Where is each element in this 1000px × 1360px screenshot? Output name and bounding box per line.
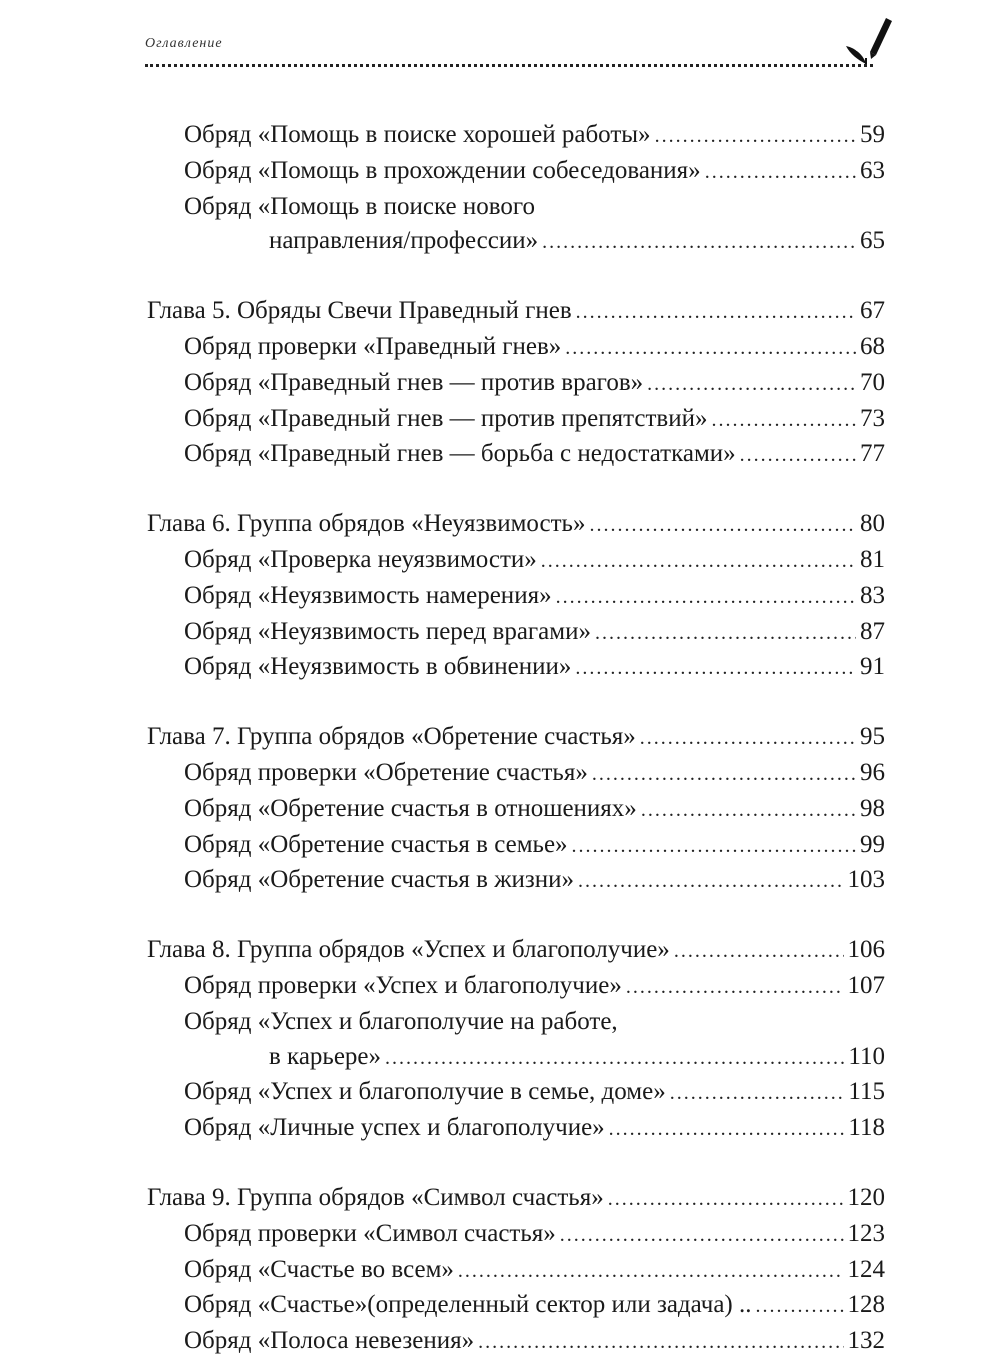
toc-page-number: 77	[860, 440, 885, 468]
toc-entry-title: Глава 8. Группа обрядов «Успех и благополучие»	[147, 936, 670, 964]
toc-dot-leader	[576, 295, 856, 330]
toc-entry[interactable]	[147, 190, 885, 225]
toc-page-number: 124	[847, 1255, 885, 1283]
toc-dot-leader	[478, 1325, 843, 1360]
toc-page-number: 128	[847, 1291, 885, 1319]
toc-dot-leader	[756, 1289, 844, 1324]
toc-entry-title: Глава 5. Обряды Свечи Праведный гнев	[147, 297, 572, 325]
toc-dot-leader	[556, 580, 856, 615]
toc-page-number: 68	[860, 332, 885, 360]
toc-page-number: 63	[860, 156, 885, 184]
toc-page-number: 103	[847, 866, 885, 894]
toc-page-number: 81	[860, 545, 885, 573]
toc-dot-leader	[608, 1182, 844, 1217]
toc-page-number: 87	[860, 617, 885, 645]
toc-entry[interactable]	[147, 828, 885, 864]
toc-entry-title: Обряд «Успех и благополучие на работе,	[184, 1007, 618, 1035]
toc-section	[147, 118, 885, 260]
toc-entry-title: Обряд «Полоса невезения»	[184, 1327, 475, 1355]
toc-page-number: 59	[860, 121, 885, 148]
toc-page-number: 83	[860, 581, 885, 609]
toc-entry-title: Обряд «Обретение счастья в отношениях»	[184, 794, 637, 822]
toc-entry[interactable]	[147, 437, 885, 473]
toc-entry[interactable]	[147, 330, 885, 366]
toc-dot-leader	[740, 438, 856, 473]
toc-page-number: 115	[848, 1078, 885, 1106]
toc-entry-title: Обряд «Неуязвимость в обвинении»	[184, 653, 572, 681]
toc-section	[147, 294, 885, 473]
toc-entry-title: Глава 7. Группа обрядов «Обретение счастья»	[147, 723, 636, 751]
toc-dot-leader	[711, 403, 856, 438]
toc-entry-title: Обряд «Проверка неуязвимости»	[184, 545, 537, 573]
toc-dot-leader	[595, 616, 856, 651]
toc-entry-title: Глава 6. Группа обрядов «Неуязвимость»	[147, 510, 586, 538]
toc-dot-leader	[542, 225, 856, 260]
toc-entry[interactable]	[147, 154, 885, 190]
toc-dot-leader	[670, 1076, 845, 1111]
toc-page-number: 99	[860, 830, 885, 858]
toc-dot-leader	[541, 544, 856, 579]
toc-entry-title: Обряд «Помощь в поиске нового	[184, 192, 535, 220]
toc-page-number: 98	[860, 794, 885, 822]
toc-entry-title: Обряд «Неуязвимость перед врагами»	[184, 617, 591, 645]
toc-section	[147, 933, 885, 1147]
toc-page-number: 132	[847, 1327, 885, 1355]
toc-dot-leader	[592, 757, 856, 792]
toc-entry-title: Обряд «Счастье во всем»	[184, 1255, 454, 1283]
toc-dot-leader	[647, 367, 856, 402]
toc-page-number: 110	[848, 1042, 885, 1070]
toc-page-number: 118	[848, 1114, 885, 1142]
toc-entry-title: Обряд «Праведный гнев — борьба с недостатками»	[184, 440, 736, 468]
toc-dot-leader	[575, 651, 856, 686]
toc-entry[interactable]	[147, 1040, 885, 1076]
toc-entry-title: направления/профессии»	[269, 227, 539, 255]
quill-pen-leaf-icon	[842, 12, 894, 66]
toc-entry[interactable]	[147, 366, 885, 402]
toc-entry-title: Обряд «Успех и благополучие в семье, доме»	[184, 1078, 666, 1106]
toc-entry[interactable]	[147, 863, 885, 899]
toc-dot-leader	[589, 508, 856, 543]
toc-entry-title: Обряд «Праведный гнев — против врагов»	[184, 368, 644, 396]
toc-entry[interactable]	[147, 1005, 885, 1040]
toc-entry[interactable]	[147, 118, 885, 154]
toc-entry[interactable]	[147, 224, 885, 260]
toc-entry[interactable]	[147, 402, 885, 438]
toc-entry[interactable]	[147, 756, 885, 792]
toc-dot-leader	[640, 721, 856, 756]
toc-dot-leader	[560, 1218, 844, 1253]
toc-entry-title: Обряд проверки «Символ счастья»	[184, 1219, 556, 1247]
toc-entry-title: Обряд «Личные успех и благополучие»	[184, 1114, 605, 1142]
toc-entry-title: Обряд «Счастье»(определенный сектор или задача) ..	[184, 1291, 752, 1319]
toc-chapter-entry[interactable]	[147, 720, 885, 756]
toc-page-number: 91	[860, 653, 885, 681]
toc-entry[interactable]	[147, 1111, 885, 1147]
toc-entry-title: Обряд «Обретение счастья в семье»	[184, 830, 568, 858]
toc-dot-leader	[674, 934, 844, 969]
header-dotted-rule	[145, 64, 873, 67]
toc-section	[147, 720, 885, 899]
running-header: Оглавление	[145, 36, 223, 51]
toc-page-number: 96	[860, 758, 885, 786]
toc-entry-title: Обряд «Помощь в поиске хорошей работы»	[184, 121, 651, 148]
toc-dot-leader	[705, 155, 856, 190]
toc-entry-title: Обряд проверки «Обретение счастья»	[184, 758, 588, 786]
toc-entry[interactable]	[147, 1217, 885, 1253]
toc-page-number: 120	[847, 1183, 885, 1211]
toc-entry-title: Обряд проверки «Успех и благополучие»	[184, 971, 622, 999]
toc-dot-leader	[609, 1112, 845, 1147]
toc-dot-leader	[641, 793, 856, 828]
toc-page-number: 70	[860, 368, 885, 396]
toc-dot-leader	[578, 864, 843, 899]
toc-dot-leader	[458, 1254, 844, 1289]
toc-dot-leader	[572, 829, 856, 864]
toc-entry-title: в карьере»	[269, 1042, 382, 1070]
toc-page-number: 65	[860, 227, 885, 255]
table-of-contents	[147, 118, 885, 1360]
toc-dot-leader	[565, 331, 856, 366]
toc-dot-leader	[385, 1041, 844, 1076]
toc-entry-title: Обряд «Помощь в прохождении собеседования»	[184, 156, 701, 184]
toc-entry-title: Обряд «Неуязвимость намерения»	[184, 581, 552, 609]
toc-entry[interactable]	[147, 543, 885, 579]
toc-dot-leader	[655, 119, 856, 154]
toc-entry-title: Глава 9. Группа обрядов «Символ счастья»	[147, 1183, 604, 1211]
toc-entry[interactable]	[147, 969, 885, 1005]
toc-page-number: 67	[860, 297, 885, 325]
toc-entry[interactable]	[147, 650, 885, 686]
toc-section	[147, 1181, 885, 1360]
toc-page-number: 106	[847, 936, 885, 964]
toc-entry[interactable]	[147, 1288, 885, 1324]
toc-entry[interactable]	[147, 792, 885, 828]
toc-chapter-entry[interactable]	[147, 933, 885, 969]
toc-entry[interactable]	[147, 615, 885, 651]
toc-entry[interactable]	[147, 1253, 885, 1289]
toc-page-number: 73	[860, 404, 885, 432]
toc-entry-title: Обряд «Обретение счастья в жизни»	[184, 866, 575, 894]
toc-entry[interactable]	[147, 579, 885, 615]
toc-page-number: 107	[847, 971, 885, 999]
toc-entry-title: Обряд проверки «Праведный гнев»	[184, 332, 562, 360]
toc-page-number: 123	[847, 1219, 885, 1247]
toc-entry[interactable]	[147, 1075, 885, 1111]
toc-chapter-entry[interactable]	[147, 507, 885, 543]
toc-dot-leader	[626, 970, 844, 1005]
toc-section	[147, 507, 885, 686]
toc-chapter-entry[interactable]	[147, 294, 885, 330]
toc-entry-title: Обряд «Праведный гнев — против препятствий»	[184, 404, 708, 432]
toc-entry[interactable]	[147, 1324, 885, 1360]
toc-page-number: 95	[860, 723, 885, 751]
toc-page-number: 80	[860, 510, 885, 538]
toc-chapter-entry[interactable]	[147, 1181, 885, 1217]
